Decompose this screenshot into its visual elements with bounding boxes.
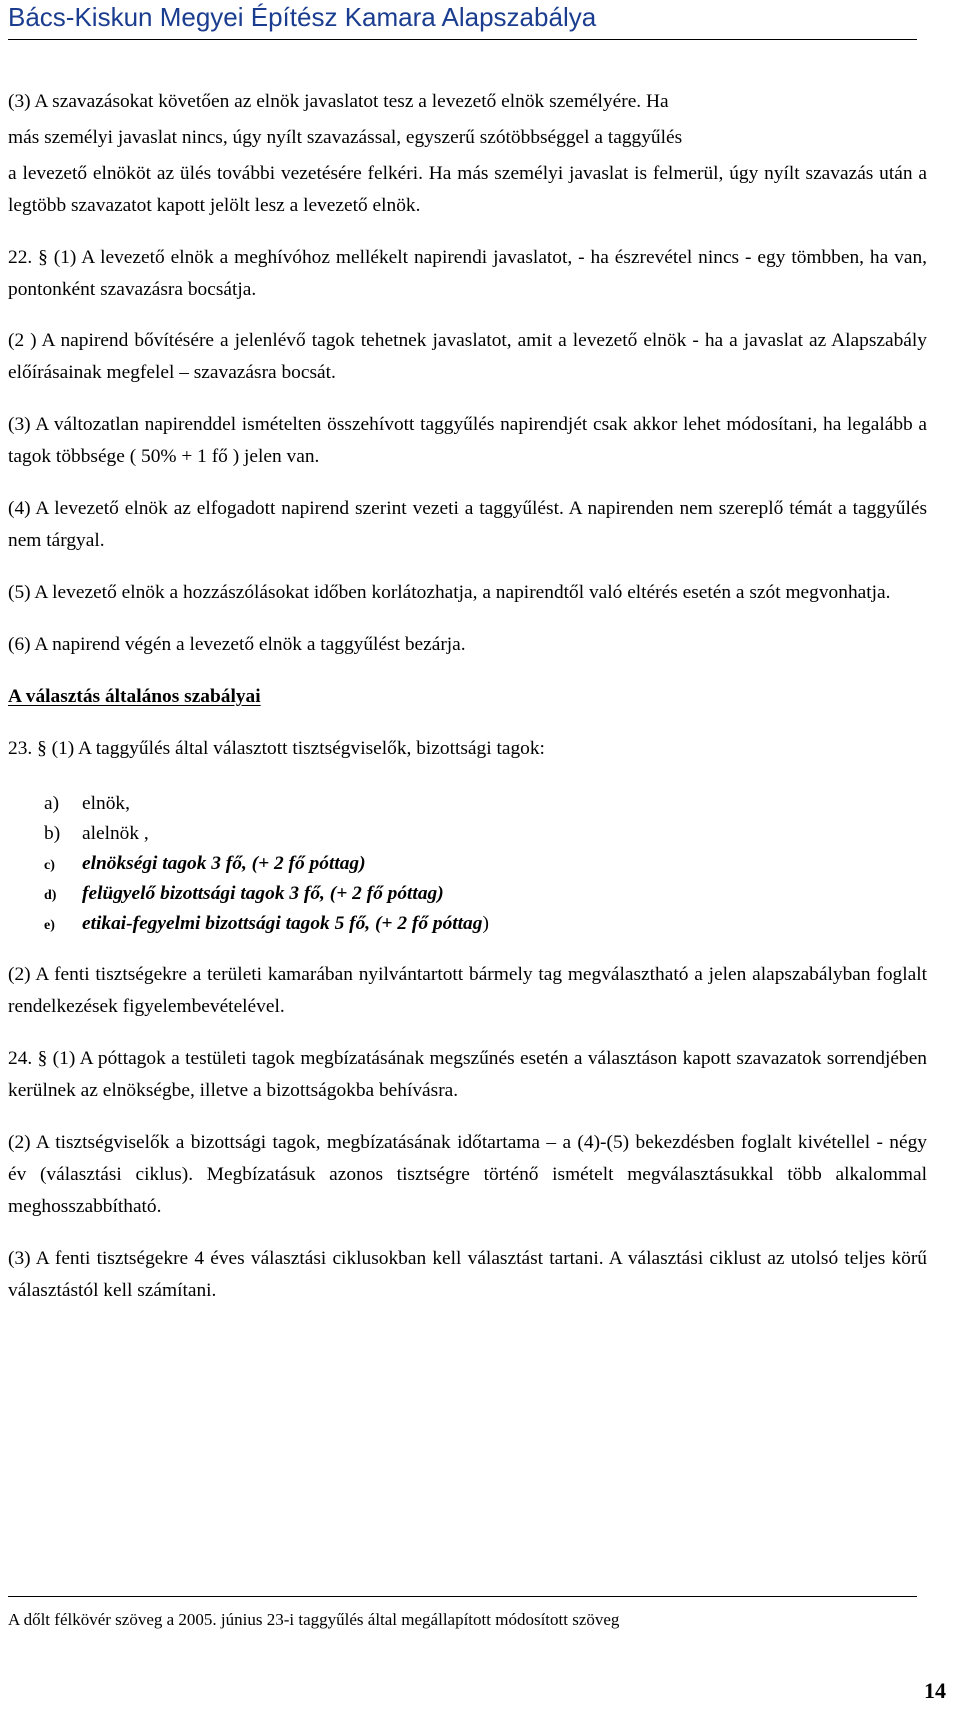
paragraph-21-3-line-2: más személyi javaslat nincs, úgy nyílt szavazással, egyszerű szótöbbséggel a taggyűlés: [8, 127, 683, 148]
list-item-marker: d): [44, 888, 57, 903]
paragraph-23-2: (2) A fenti tisztségekre a területi kamarában nyilvántartott bármely tag megválasztható a jelen alapszabályban foglalt rendelkezések figyelembevételével.: [8, 964, 927, 1017]
paragraph-24-3: (3) A fenti tisztségekre 4 éves választási ciklusokban kell választást tartani. A választási ciklust az utolsó teljes körű választástól kell számítani.: [8, 1248, 927, 1301]
header-divider: [8, 39, 917, 40]
list-item: [8, 909, 927, 939]
list-item: [8, 879, 927, 909]
page-number: 14: [924, 1678, 946, 1703]
list-item-text: elnökségi tagok 3 fő, (+ 2 fő póttag): [82, 853, 366, 874]
list-item-text: alelnök ,: [82, 823, 149, 844]
list-item-marker: b): [44, 823, 61, 844]
section-heading: A választás általános szabályai: [8, 686, 261, 707]
list-item-marker: c): [44, 858, 55, 873]
paragraph-21-3-continued: a levezető elnököt az ülés további vezetésére felkéri. Ha más személyi javaslat is felmerül, úgy nyílt szavazás után a legtöbb szavazatot kapott jelölt lesz a levezető elnök.: [8, 163, 927, 216]
page-header-title: Bács-Kiskun Megyei Építész Kamara Alapszabálya: [8, 2, 597, 32]
list-item-text: etikai-fegyelmi bizottsági tagok 5 fő, (+ 2 fő póttag: [82, 913, 483, 934]
list-item-suffix: ): [482, 913, 489, 934]
list-item-text: elnök,: [82, 793, 130, 814]
paragraph-22-2: (2 ) A napirend bővítésére a jelenlévő tagok tehetnek javaslatot, amit a levezető elnök - ha a javaslat az Alapszabály előírásainak megfelel – szavazásra bocsát.: [8, 330, 927, 383]
list-item: [8, 849, 927, 879]
paragraph-22-1: 22. § (1) A levezető elnök a meghívóhoz mellékelt napirendi javaslatot, - ha észrevétel nincs - egy tömbben, ha van, pontonként szavazásra bocsátja.: [8, 247, 927, 300]
paragraph-22-4: (4) A levezető elnök az elfogadott napirend szerint vezeti a taggyűlést. A napirenden nem szereplő témát a taggyűlés nem tárgyal.: [8, 498, 927, 551]
officer-list: [8, 789, 927, 939]
document-body: [8, 86, 927, 1307]
list-item-marker: e): [44, 918, 55, 933]
paragraph-22-3: (3) A változatlan napirenddel ismételten összehívott taggyűlés napirendjét csak akkor lehet módosítani, ha legalább a tagok többsége ( 50% + 1 fő ) jelen van.: [8, 414, 927, 467]
list-item: [8, 819, 927, 849]
list-item: [8, 789, 927, 819]
paragraph-21-3-line-1: (3) A szavazásokat követően az elnök javaslatot tesz a levezető elnök személyére. Ha: [8, 91, 669, 112]
list-item-text: felügyelő bizottsági tagok 3 fő, (+ 2 fő póttag): [82, 883, 444, 904]
footnote-text: A dőlt félkövér szöveg a 2005. június 23-i taggyűlés által megállapított módosított szöveg: [8, 1610, 620, 1629]
paragraph-24-1: 24. § (1) A póttagok a testületi tagok megbízatásának megszűnés esetén a választáson kapott szavazatok sorrendjében kerülnek az elnökségbe, illetve a bizottságokba behívásra.: [8, 1048, 927, 1101]
paragraph-24-2: (2) A tisztségviselők a bizottsági tagok, megbízatásának időtartama – a (4)-(5) bekezdésben foglalt kivétellel - négy év (választási ciklus). Megbízatásuk azonos tisztségre történő ismételt megválasztásukkal több alkalommal meghosszabbítható.: [8, 1132, 927, 1217]
footnote-divider: [8, 1596, 917, 1597]
paragraph-23-1: 23. § (1) A taggyűlés által választott tisztségviselők, bizottsági tagok:: [8, 738, 545, 759]
paragraph-22-6: (6) A napirend végén a levezető elnök a taggyűlést bezárja.: [8, 634, 466, 655]
list-item-marker: a): [44, 793, 60, 814]
paragraph-22-5: (5) A levezető elnök a hozzászólásokat időben korlátozhatja, a napirendtől való eltérés esetén a szót megvonhatja.: [8, 582, 891, 603]
